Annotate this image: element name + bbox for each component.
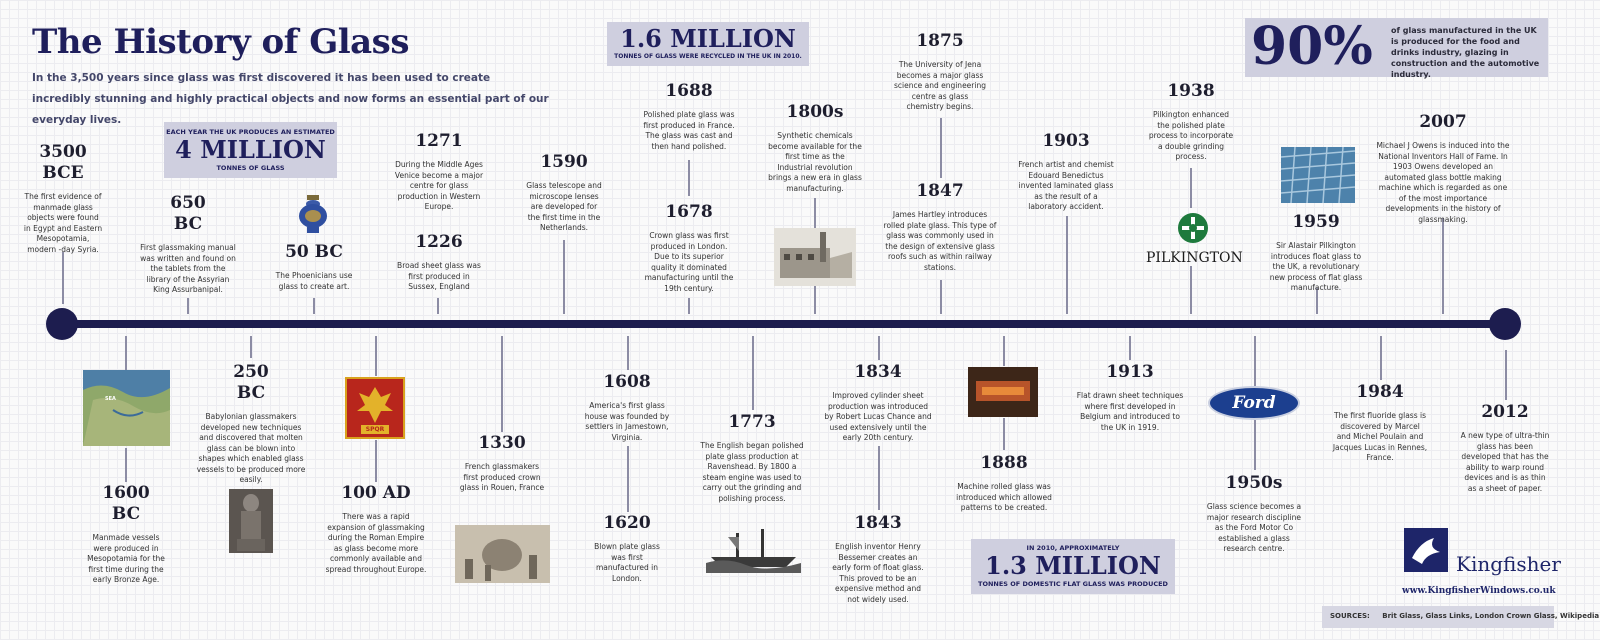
stat-value: 1.3 MILLION xyxy=(985,551,1161,580)
kingfisher-url[interactable]: www.KingfisherWindows.co.uk xyxy=(1402,586,1556,596)
event-year: 1800s xyxy=(786,102,844,122)
stem-3500bce xyxy=(62,252,64,304)
event-desc: Pilkington enhanced the polished plate process to incorporate a double grinding process. xyxy=(1148,110,1234,161)
event-desc: Polished plate glass was first produced in France. The glass was cast and then hand polished. xyxy=(643,110,735,151)
stem-1875 xyxy=(940,118,942,178)
stat-post: TONNES OF GLASS WERE RECYCLED IN THE UK IN 2010. xyxy=(614,53,802,60)
event-year: 3500 BCE xyxy=(39,142,87,183)
event-year: 1608 xyxy=(603,372,651,392)
event-1773 xyxy=(696,412,808,504)
sources-bar xyxy=(1322,606,1600,628)
event-desc: First glassmaking manual was written and found on the tablets from the library of the Assyrian King Assurbanipal. xyxy=(140,243,236,294)
timeline-start-cap xyxy=(46,308,78,340)
molten-glass-image xyxy=(968,367,1038,417)
event-desc: The first evidence of manmade glass objects were found in Egypt and Eastern Mesopotamia, modern -day Syria. xyxy=(23,192,103,254)
event-650bc xyxy=(140,193,236,296)
event-desc: The Phoenicians use glass to create art. xyxy=(275,271,353,291)
event-year: 1843 xyxy=(854,513,902,533)
event-1984 xyxy=(1332,382,1428,464)
stem-1938 xyxy=(1190,168,1192,208)
event-desc: Flat drawn sheet techniques where first developed in Belgium and introduced to the UK in 1919. xyxy=(1076,391,1184,432)
event-desc: Glass science becomes a major research discipline as the Ford Motor Co established a glass research centre. xyxy=(1206,502,1302,553)
event-desc: Broad sheet glass was first produced in Sussex, England xyxy=(397,261,481,291)
event-1330 xyxy=(458,433,546,494)
glassmakers-engraving-image xyxy=(455,525,550,583)
event-desc: The English began polished plate glass production at Ravenshead. By 1800 a steam engine was used to carry out the grinding and polishing process. xyxy=(700,441,804,503)
event-1600bc xyxy=(84,483,168,586)
event-year: 650 BC xyxy=(170,193,206,234)
event-1590 xyxy=(524,152,604,234)
stem-1888 xyxy=(1003,336,1005,366)
glass-building-image xyxy=(1281,147,1355,203)
factory-engraving-image xyxy=(774,228,856,286)
event-desc: Glass telescope and microscope lenses are developed for the first time in the Netherlands. xyxy=(526,181,602,232)
event-year: 50 BC xyxy=(285,242,343,262)
stat-post: TONNES OF DOMESTIC FLAT GLASS WAS PRODUCED xyxy=(978,580,1168,588)
stem-1600bc xyxy=(125,336,127,370)
event-year: 1773 xyxy=(728,412,776,432)
event-desc: A new type of ultra-thin glass has been developed that has the ability to warp round devices and is as thin as a sheet of paper. xyxy=(1460,431,1550,493)
stem-650bc xyxy=(187,298,189,314)
event-1959 xyxy=(1264,212,1368,294)
stem-1888-b xyxy=(1003,418,1005,450)
event-1688 xyxy=(642,81,736,152)
event-year: 2012 xyxy=(1481,402,1529,422)
stem-1938-b xyxy=(1190,266,1192,314)
event-1843 xyxy=(830,513,926,605)
event-year: 1984 xyxy=(1356,382,1404,402)
event-year: 250 BC xyxy=(233,362,269,403)
stat-box-4-million xyxy=(164,122,337,178)
event-year: 1688 xyxy=(665,81,713,101)
stat-post: TONNES OF GLASS xyxy=(216,164,285,172)
stem-1843 xyxy=(878,446,880,510)
page-title: The History of Glass xyxy=(32,22,409,62)
event-year: 1678 xyxy=(665,202,713,222)
event-1938 xyxy=(1146,81,1236,163)
event-year: 1620 xyxy=(603,513,651,533)
stem-1608 xyxy=(627,336,629,370)
stem-1620 xyxy=(627,446,629,512)
event-desc: Synthetic chemicals become available for the first time as the Industrial revolution brings a new era in glass manufacturing. xyxy=(768,131,862,193)
spqr-label: SPQR xyxy=(365,426,385,433)
timeline-end-cap xyxy=(1489,308,1521,340)
stem-1678 xyxy=(688,298,690,314)
stem-100ad xyxy=(375,336,377,376)
ship-engraving-image xyxy=(706,523,801,573)
event-1847 xyxy=(882,181,998,273)
event-desc: There was a rapid expansion of glassmaking during the Roman Empire as glass become more commonly available and spread throughout Europe. xyxy=(325,512,427,574)
stat-pre: EACH YEAR THE UK PRODUCES AN ESTIMATED xyxy=(166,128,335,136)
event-desc: America's first glass house was founded by settlers in Jamestown, Virginia. xyxy=(584,401,670,442)
event-desc: The University of Jena becomes a major glass science and engineering centre as glass chemistry begins. xyxy=(894,60,986,111)
event-1678 xyxy=(642,202,736,294)
stat-text: of glass manufactured in the UK is produced for the food and drinks industry, glazing in construction and the automotive industry. xyxy=(1391,26,1540,79)
stat-box-flat-glass xyxy=(971,539,1175,594)
event-1875 xyxy=(892,31,988,113)
pilkington-wordmark: PILKINGTON xyxy=(1146,250,1243,266)
stem-1590 xyxy=(563,240,565,314)
stem-1847 xyxy=(940,280,942,314)
stat-value: 90% xyxy=(1251,16,1373,77)
stem-250bc xyxy=(250,336,252,358)
mesopotamia-map-image xyxy=(83,370,170,446)
stem-2007 xyxy=(1442,218,1444,314)
kingfisher-brand: Kingfisher xyxy=(1456,552,1561,576)
event-100ad xyxy=(324,483,428,575)
event-year: 1875 xyxy=(916,31,964,51)
stat-box-ninety xyxy=(1245,18,1548,77)
event-1620 xyxy=(586,513,668,584)
event-desc: Machine rolled glass was introduced which allowed patterns to be created. xyxy=(956,482,1052,512)
event-year: 100 AD xyxy=(341,483,411,503)
event-1834 xyxy=(824,362,932,444)
event-year: 1600 BC xyxy=(102,483,150,524)
event-desc: Michael J Owens is induced into the National Inventors Hall of Fame. In 1903 Owens developed an automated glass bottle making machine which is regarded as one of the most importance developments in the history of glassmaking. xyxy=(1376,141,1510,224)
stem-1834 xyxy=(878,336,880,360)
map-label: SEA xyxy=(105,396,116,402)
event-1888 xyxy=(950,453,1058,514)
event-year: 1330 xyxy=(478,433,526,453)
event-year: 1590 xyxy=(540,152,588,172)
event-1913 xyxy=(1074,362,1186,433)
event-1271 xyxy=(393,131,485,213)
stat-value: 4 MILLION xyxy=(175,135,326,164)
event-250bc xyxy=(194,362,308,486)
stat-value: 1.6 MILLION xyxy=(620,24,796,53)
event-year: 1913 xyxy=(1106,362,1154,382)
event-desc: Babylonian glassmakers developed new techniques and discovered that molten glass can be blown into shapes which enabled glass vessels to be produced more easily. xyxy=(196,412,306,484)
stem-2012 xyxy=(1505,350,1507,400)
timeline-axis xyxy=(62,320,1506,328)
event-2007 xyxy=(1375,112,1511,225)
vase-image xyxy=(296,194,330,234)
event-3500bce xyxy=(23,142,103,255)
event-year: 1959 xyxy=(1292,212,1340,232)
pilkington-logo xyxy=(1146,212,1243,266)
event-year: 1847 xyxy=(916,181,964,201)
event-2012 xyxy=(1460,402,1550,494)
stat-pre: IN 2010, APPROXIMATELY xyxy=(1026,544,1120,552)
stem-1950s xyxy=(1254,336,1256,386)
event-1800s xyxy=(768,102,862,194)
sources-label: SOURCES: xyxy=(1330,612,1370,620)
stat-box-recycled xyxy=(607,22,809,66)
stem-1950s-b xyxy=(1254,420,1256,470)
stem-1800s-b xyxy=(814,286,816,314)
event-year: 1938 xyxy=(1167,81,1215,101)
event-desc: Improved cylinder sheet production was introduced by Robert Lucas Chance and used extensively until the early 20th century. xyxy=(824,391,932,442)
event-50bc xyxy=(270,242,358,292)
relief-image xyxy=(229,489,273,553)
event-desc: The first fluoride glass is discovered by Marcel and Michel Poulain and Jacques Lucas in Rennes, France. xyxy=(1332,411,1428,462)
event-1903 xyxy=(1016,131,1116,213)
ford-wordmark: Ford xyxy=(1232,393,1276,413)
stem-1600bc-b xyxy=(125,448,127,482)
event-desc: Manmade vessels were produced in Mesopotamia for the first time during the early Bronze Age. xyxy=(87,533,165,584)
sources-list: Brit Glass, Glass Links, London Crown Glass, Wikipedia xyxy=(1382,612,1600,620)
page-subtitle: In the 3,500 years since glass was first discovered it has been used to create incredibly stunning and highly practical objects and now forms an essential part of our everyday lives. xyxy=(32,72,549,126)
stem-1688 xyxy=(688,160,690,196)
event-1608 xyxy=(582,372,672,443)
event-year: 1888 xyxy=(980,453,1028,473)
event-year: 1950s xyxy=(1225,473,1283,493)
ford-logo xyxy=(1208,386,1300,420)
event-desc: James Hartley introduces rolled plate glass. This type of glass was commonly used in the design of extensive glass roofs such as within railway stations. xyxy=(883,210,997,272)
stem-1984 xyxy=(1380,336,1382,380)
event-year: 1834 xyxy=(854,362,902,382)
spqr-banner-image xyxy=(345,377,405,439)
event-desc: English inventor Henry Bessemer creates an early form of float glass. This proved to be an expensive method and not widely used. xyxy=(832,542,924,604)
stem-50bc xyxy=(313,298,315,314)
event-desc: French artist and chemist Edouard Benedictus invented laminated glass as the result of a laboratory accident. xyxy=(1018,160,1114,211)
kingfisher-logo-icon xyxy=(1404,528,1448,572)
event-year: 1226 xyxy=(415,232,463,252)
stem-1773 xyxy=(752,336,754,410)
stem-1226 xyxy=(437,298,439,314)
event-desc: Crown glass was first produced in London. Due to its superior quality it dominated manufacturing until the 19th century. xyxy=(644,231,734,293)
event-desc: During the Middle Ages Venice become a major centre for glass production in Western Europe. xyxy=(394,160,484,211)
event-year: 2007 xyxy=(1419,112,1467,132)
stem-1903 xyxy=(1066,216,1068,314)
stem-1913 xyxy=(1129,336,1131,360)
event-desc: Blown plate glass was first manufactured in London. xyxy=(594,542,660,583)
stem-100ad-b xyxy=(375,440,377,482)
event-desc: French glassmakers first produced crown glass in Rouen, France xyxy=(459,462,545,492)
event-desc: Sir Alastair Pilkington introduces float glass to the UK, a revolutionary new process of flat glass manufacture. xyxy=(1269,241,1363,292)
pilkington-emblem-icon xyxy=(1177,212,1209,244)
stem-1800s xyxy=(814,198,816,228)
event-1950s xyxy=(1206,473,1302,555)
stem-1330 xyxy=(501,336,503,432)
event-1226 xyxy=(396,232,482,293)
event-year: 1271 xyxy=(415,131,463,151)
event-year: 1903 xyxy=(1042,131,1090,151)
